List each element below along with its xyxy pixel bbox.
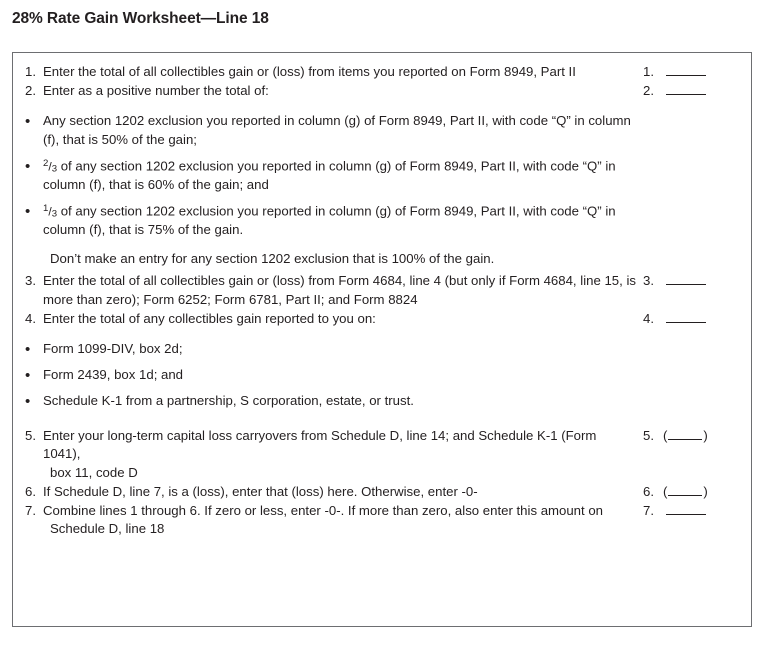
answer-blank[interactable] (666, 83, 706, 95)
bullet-icon: • (25, 392, 31, 410)
answer-label: 7. (643, 502, 654, 518)
list-item (21, 157, 643, 195)
answer-label: 4. (643, 310, 654, 326)
bullet-text: of any section 1202 exclusion you reported in column (g) of Form 8949, Part II, with code “Q” in column (f), that is 75% of the gain. (43, 203, 616, 237)
bullet-icon: • (25, 341, 31, 359)
bullet-icon: • (25, 113, 31, 131)
bullet-icon: • (25, 202, 31, 220)
paren-close: ) (703, 483, 708, 499)
worksheet-line-4 (21, 310, 743, 329)
page-title: 28% Rate Gain Worksheet—Line 18 (12, 10, 269, 27)
fraction-denominator: 3 (51, 163, 58, 175)
line-text: Combine lines 1 through 6. If zero or less, enter -0-. If more than zero, also enter this amount on (43, 502, 604, 518)
fraction-slash: / (48, 204, 52, 219)
bullet-text: Any section 1202 exclusion you reported in column (g) of Form 8949, Part II, with code “Q” in column (f), that is 50% of the gain; (43, 113, 631, 148)
answer-blank[interactable] (666, 503, 706, 515)
line2-note: Don’t make an entry for any section 1202 exclusion that is 100% of the gain. (50, 250, 495, 266)
line-answer-5[interactable] (643, 427, 743, 446)
line-answer-3[interactable] (643, 272, 743, 291)
line-number: 4. (25, 310, 36, 326)
line-answer-6[interactable] (643, 483, 743, 502)
bullet-icon: • (25, 157, 31, 175)
worksheet-line-7 (21, 502, 743, 521)
line-text: Enter the total of any collectibles gain reported to you on: (43, 310, 376, 326)
line-number: 7. (25, 502, 36, 518)
list-item (21, 202, 643, 240)
paren-open: ( (663, 483, 668, 499)
line-number: 6. (25, 483, 36, 499)
fraction-numerator: 1 (43, 202, 49, 214)
paren-open: ( (663, 427, 668, 443)
answer-blank[interactable] (666, 311, 706, 323)
answer-label: 2. (643, 82, 654, 98)
bullet-icon: • (25, 367, 31, 385)
fraction-one-third (43, 202, 57, 221)
bullet-text: Form 1099-DIV, box 2d; (43, 341, 183, 357)
line-text: Enter your long-term capital loss carryovers from Schedule D, line 14; and Schedule K-1 (Form 1041), (43, 427, 597, 462)
answer-label: 6. (643, 483, 654, 499)
line-answer-7[interactable] (643, 502, 743, 521)
paren-close: ) (703, 427, 708, 443)
line-text: If Schedule D, line 7, is a (loss), enter that (loss) here. Otherwise, enter -0- (43, 483, 478, 499)
line-number: 2. (25, 82, 36, 98)
list-item (21, 392, 643, 411)
worksheet-container (12, 52, 752, 627)
worksheet-line-3 (21, 272, 743, 309)
worksheet-line-5-continuation: box 11, code D (50, 465, 138, 481)
list-item (21, 366, 643, 385)
worksheet-line-6 (21, 483, 743, 502)
line-number: 5. (25, 427, 36, 443)
line-answer-1[interactable] (643, 63, 743, 82)
fraction-two-thirds (43, 157, 57, 176)
list-item (21, 112, 643, 149)
bullet-text: Form 2439, box 1d; and (43, 367, 184, 383)
list-item (21, 340, 643, 359)
answer-blank[interactable] (666, 273, 706, 285)
worksheet-line-7-continuation: Schedule D, line 18 (50, 521, 165, 537)
answer-label: 5. (643, 427, 654, 443)
line-text: Enter the total of all collectibles gain or (loss) from Form 4684, line 4 (but only if Form 4684, line 15, is more than zero); Form 6252; Form 6781, Part II; and Form 8824 (43, 273, 636, 307)
answer-blank[interactable] (666, 64, 706, 76)
line4-bullet-list (21, 340, 743, 410)
line-answer-4[interactable] (643, 310, 743, 329)
line-text: Enter the total of all collectibles gain or (loss) from items you reported on Form 8949, Part II (43, 64, 576, 79)
worksheet-line-1 (21, 63, 743, 82)
bullet-text: of any section 1202 exclusion you reported in column (g) of Form 8949, Part II, with code “Q” in column (f), that is 60% of the gain; and (43, 158, 616, 192)
fraction-denominator: 3 (51, 208, 58, 220)
fraction-slash: / (48, 159, 52, 174)
fraction-numerator: 2 (43, 157, 49, 169)
line-number: 1. (25, 64, 36, 79)
worksheet-line-2 (21, 82, 743, 101)
bullet-text: Schedule K-1 from a partnership, S corporation, estate, or trust. (43, 392, 414, 408)
line-answer-2[interactable] (643, 82, 743, 101)
line-number: 3. (25, 273, 36, 289)
worksheet-line-5 (21, 427, 743, 464)
answer-blank[interactable] (668, 484, 702, 496)
line2-bullet-list (21, 112, 743, 239)
answer-label: 3. (643, 273, 654, 289)
answer-blank[interactable] (668, 428, 702, 440)
answer-label: 1. (643, 64, 654, 79)
line-text: Enter as a positive number the total of: (43, 82, 269, 98)
